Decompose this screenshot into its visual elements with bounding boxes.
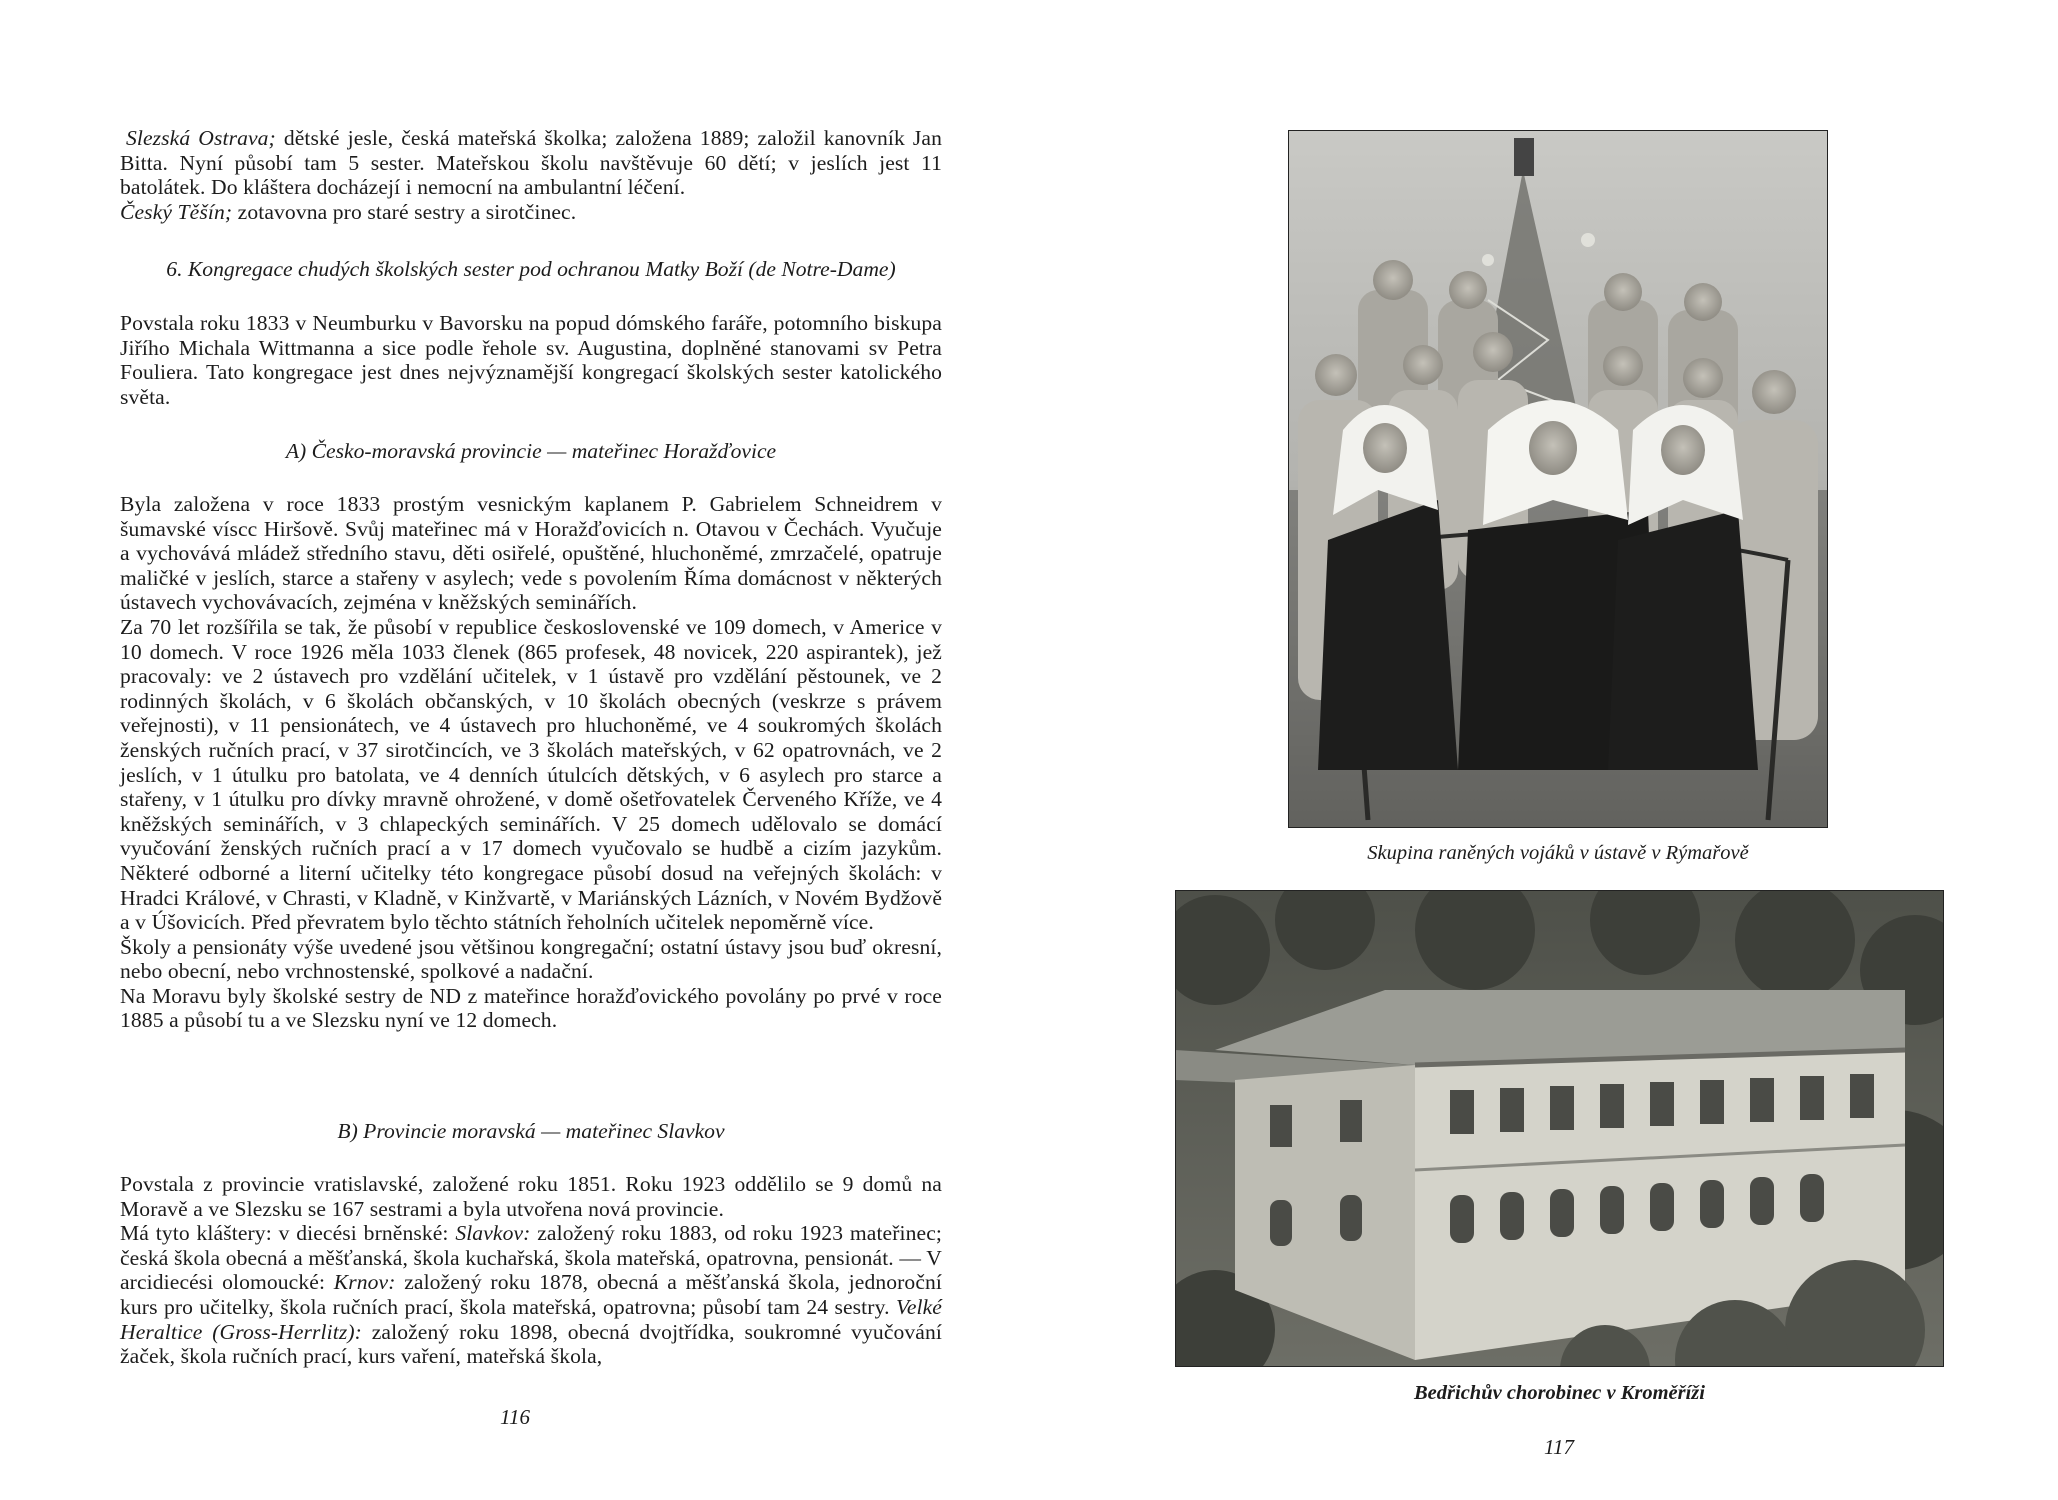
photo-hospital-building <box>1175 890 1944 1367</box>
place-name: Krnov: <box>333 1270 396 1295</box>
section-b-text <box>120 1172 942 1369</box>
paragraph-text: zotavovna pro staré sestry a sirotčinec. <box>232 199 577 224</box>
section-intro <box>120 311 942 409</box>
a-paragraph: Na Moravu byly školské sestry de ND z mateřince horažďovického povolány po prvé v roce 1885 a působí tu a ve Slezsku nyní ve 12 domech. <box>120 983 942 1033</box>
place-name: Slezská Ostrava; <box>126 126 276 150</box>
section-paragraph: Povstala roku 1833 v Neumburku v Bavorsku na popud dómského faráře, potomního biskupa Jiřího Michala Wittmanna a sice podle řehole sv. Augustina, doplněné stanovami sv Petra Fouliera. Tato kongregace jest dnes nejvýznamější kongregací školských sester katolického světa. <box>120 311 942 409</box>
a-paragraph: Byla založena v roce 1833 prostým vesnickým kaplanem P. Gabrielem Schneidrem v šumavské víscc Hiršově. Svůj mateřinec má v Horažďovicích n. Otavou v Čechách. Vyučuje a vychovává mládež středního stavu, děti osiřelé, opuštěné, hluchoněmé, zmrzačelé, opatruje maličké v jeslích, starce a stařeny v asylech; vede s povolením Říma domácnost v některých ústavech vychovávacích, zejména v kněžských seminářích. <box>120 492 942 615</box>
intro-block <box>120 126 942 224</box>
page-number-left: 116 <box>500 1405 530 1429</box>
hospital-building-image <box>1175 890 1944 1367</box>
soldiers-group-image <box>1288 130 1828 828</box>
section-heading: 6. Kongregace chudých školských sester pod ochranou Matky Boží (de Notre-Dame) <box>166 257 896 281</box>
b-paragraph <box>120 1221 942 1369</box>
photo-soldiers-group <box>1288 130 1828 828</box>
photo2-caption: Bedřichův chorobinec v Kroměříži <box>1414 1382 1705 1404</box>
subheading-b: B) Provincie moravská — mateřinec Slavkov <box>337 1119 725 1143</box>
photo1-caption: Skupina raněných vojáků v ústavě v Rýmařově <box>1367 842 1749 864</box>
subheading-a: A) Česko-moravská provincie — mateřinec Horažďovice <box>285 439 777 463</box>
place-name: Slavkov: <box>455 1221 531 1246</box>
intro-paragraph-tesin <box>120 200 942 225</box>
place-name: Velké Heraltice (Gross-Herrlitz): <box>120 1294 942 1344</box>
paragraph-text: založený roku 1883, od roku 1923 mateřinec; česká škola obecná a měšťanská, škola kuchařská, škola mateřská, opatrovna, pensionát. — V arcidiecési olomoucké: <box>120 1221 942 1295</box>
paragraph-text: Má tyto kláštery: v diecési brněnské: <box>120 1221 456 1246</box>
intro-paragraph-ostrava <box>120 126 942 200</box>
paragraph-text: dětské jesle, česká mateřská školka; založena 1889; založil kanovník Jan Bitta. Nyní působí tam 5 sester. Mateřskou školu navštěvuje 60 dětí; v jeslích jest 11 batolátek. Do kláštera docházejí i nemocní na ambulantní léčení. <box>120 126 942 200</box>
a-paragraph: Za 70 let rozšířila se tak, že působí v republice československé ve 109 domech, v Americe v 10 domech. V roce 1926 měla 1033 členek (865 profesek, 48 novicek, 220 aspirantek), jež pracovaly: ve 2 ústavech pro vzdělání učitelek, v 1 ústavě pro vzdělání pěstounek, ve 2 rodinných školách, v 6 školách občanských, v 10 školách obecných (veskrze s právem veřejnosti), v 11 pensionátech, ve 4 ústavech pro hluchoněmé, ve 4 soukromých školách ženských ručních prací, v 37 sirotčincích, ve 3 školách mateřských, v 62 opatrovnách, ve 2 jeslích, v 1 útulku pro batolata, ve 4 denních útulcích dětských, v 6 asylech pro starce a stařeny, v 1 útulku pro dívky mravně ohrožené, v domě ošetřovatelek Červeného Kříže, ve 4 kněžských seminářích, v 3 chlapeckých seminářích. V 25 domech udělovalo se domácí vyučování ženských ručních prací a v 17 domech vyučovalo se hudbě a cizím jazykům. Některé odborné a literní učitelky této kongregace působí dosud na veřejných školách: v Hradci Králové, v Chrasti, v Kladně, v Kinžvartě, v Mariánských Lázních, v Novém Bydžově a v Úšovicích. Před převratem bylo těchto státních řeholních učitelek nepoměrně více. <box>120 614 942 935</box>
page-number-right: 117 <box>1544 1435 1574 1459</box>
a-paragraph: Školy a pensionáty výše uvedené jsou většinou kongregační; ostatní ústavy jsou buď okresní, nebo obecní, nebo vrchnostenské, spolkové a nadační. <box>120 934 942 984</box>
section-a-text <box>120 492 942 1033</box>
place-name: Český Těšín; <box>120 199 233 224</box>
b-paragraph: Povstala z provincie vratislavské, založené roku 1851. Roku 1923 oddělilo se 9 domů na Moravě a ve Slezsku se 167 sestrami a byla utvořena nová provincie. <box>120 1172 942 1221</box>
paragraph-text: založený roku 1878, obecná a měšťanská škola, jednoroční kurs pro učitelky, škola ručních prací, škola mateřská, opatrovna; působí tam 24 sestry. <box>120 1270 942 1319</box>
paragraph-text: založený roku 1898, obecná dvojtřídka, soukromné vyučování žaček, škola ručních prací, kurs vaření, mateřská škola, <box>120 1319 942 1369</box>
right-page <box>1029 0 2058 1500</box>
